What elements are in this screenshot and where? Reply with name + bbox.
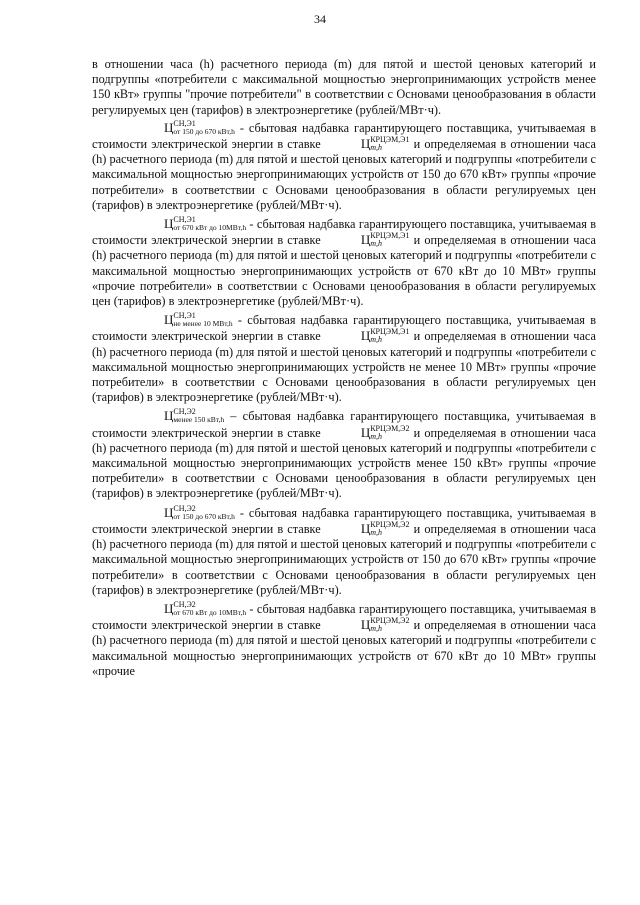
- definition-text: - сбытовая надбавка гарантирующего поставщика, учитываемая в стоимости электрической энергии в ставке: [92, 505, 596, 536]
- tariff-symbol: Ц СН,Э2 менее 150 кВт,h: [164, 407, 225, 425]
- rate-symbol: Ц КРЦЭМ,Э2 m,h: [360, 423, 410, 441]
- definition-text: и определяемая в отношении часа (h) расчетного периода (m) для пятой и шестой ценовых категорий и подгруппы «потребители с максимальной мощностью энергопринимающих устройств от 150 до 670 кВт» группы «прочие потребители» в соответствии с Основами ценообразования в области регулируемых цен (тарифов) в электроэнергетике (рублей/МВт·ч).: [92, 137, 596, 212]
- tariff-symbol: Ц СН,Э2 от 670 кВт до 10МВт,h: [164, 599, 247, 617]
- definition-paragraph: [92, 408, 596, 501]
- definition-text: - сбытовая надбавка гарантирующего поставщика, учитываемая в стоимости электрической энергии в ставке: [92, 601, 596, 633]
- definition-text: – сбытовая надбавка гарантирующего поставщика, учитываемая в стоимости электрической энергии в ставке: [92, 409, 596, 440]
- tariff-symbol: Ц СН,Э2 от 150 до 670 кВт,h: [164, 503, 235, 521]
- definition-text: и определяемая в отношении часа (h) расчетного периода (m) для пятой и шестой ценовых категорий и подгруппы «потребители с максимальной мощностью энергопринимающих устройств не менее 10 МВт» группы «прочие потребители» в соответствии с Основами ценообразования в области регулируемых цен (тарифов) в электроэнергетике (рублей/МВт·ч).: [92, 329, 596, 405]
- definition-text: - сбытовая надбавка гарантирующего поставщика, учитываемая в стоимости электрической энергии в ставке: [92, 120, 596, 152]
- definition-text: - сбытовая надбавка гарантирующего поставщика, учитываемая в стоимости электрической энергии в ставке: [92, 313, 596, 344]
- page-number: 34: [314, 12, 326, 26]
- definition-paragraph: [92, 312, 596, 405]
- definition-paragraph: [92, 120, 596, 213]
- rate-symbol: Ц КРЦЭМ,Э1 m,h: [360, 135, 410, 153]
- rate-symbol: Ц КРЦЭМ,Э2 m,h: [360, 616, 410, 634]
- definition-text: и определяемая в отношении часа (h) расчетного периода (m) для пятой и шестой ценовых категорий и подгруппы «потребители с максимальной мощностью энергопринимающих устройств от 670 кВт до 10 МВт» группы «прочие: [92, 618, 596, 678]
- rate-symbol: Ц КРЦЭМ,Э2 m,h: [360, 519, 410, 537]
- rate-symbol: Ц КРЦЭМ,Э1 m,h: [360, 231, 410, 249]
- definition-paragraph: [92, 505, 596, 598]
- definition-text: и определяемая в отношении часа (h) расчетного периода (m) для пятой и шестой ценовых категорий и подгруппы «потребители с максимальной мощностью энергопринимающих устройств от 150 до 670 кВт» группы «прочие потребители» в соответствии с Основами ценообразования в области регулируемых цен (тарифов) в электроэнергетике (рублей/МВт·ч).: [92, 521, 596, 597]
- definition-text: - сбытовая надбавка гарантирующего поставщика, учитываемая в стоимости электрической энергии в ставке: [92, 217, 596, 248]
- rate-symbol: Ц КРЦЭМ,Э1 m,h: [360, 327, 410, 345]
- definition-paragraph: [92, 601, 596, 679]
- document-body: [92, 57, 596, 682]
- tariff-symbol: Ц СН,Э1 от 150 до 670 кВт,h: [164, 118, 235, 136]
- intro-paragraph: в отношении часа (h) расчетного периода (m) для пятой и шестой ценовых категорий и подгруппы «потребители с максимальной мощностью энергопринимающих устройств менее 150 кВт» группы "прочие потребители" в соответствии с Основами ценообразования в области регулируемых цен (тарифов) в электроэнергетике (рублей/МВт·ч).: [92, 57, 596, 117]
- definition-paragraph: [92, 216, 596, 309]
- definition-text: и определяемая в отношении часа (h) расчетного периода (m) для пятой и шестой ценовых категорий и подгруппы «потребители с максимальной мощностью энергопринимающих устройств от 670 кВт до 10 МВт» группы «прочие потребители» в соответствии с Основами ценообразования в области регулируемых цен (тарифов) в электроэнергетике (рублей/МВт·ч).: [92, 233, 596, 309]
- tariff-symbol: Ц СН,Э1 от 670 кВт до 10МВт,h: [164, 215, 247, 233]
- tariff-symbol: Ц СН,Э1 не менее 10 МВт,h: [164, 311, 233, 329]
- definition-text: и определяемая в отношении часа (h) расчетного периода (m) для пятой и шестой ценовых категорий и подгруппы «потребители с максимальной мощностью энергопринимающих устройств менее 150 кВт» группы «прочие потребители» в соответствии с Основами ценообразования в области регулируемых цен (тарифов) в электроэнергетике (рублей/МВт·ч).: [92, 425, 596, 501]
